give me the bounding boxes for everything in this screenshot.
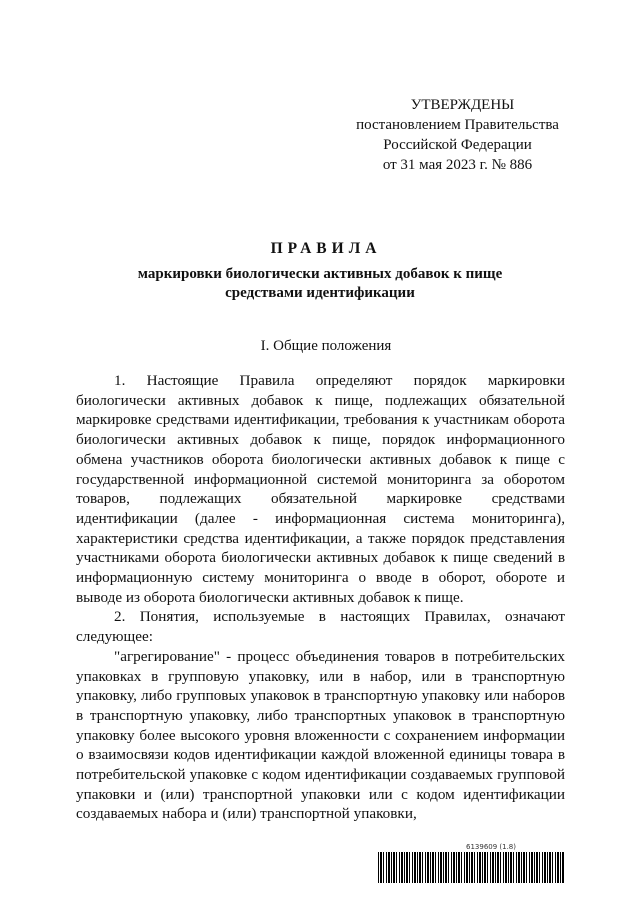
paragraph: "агрегирование" - процесс объединения товаров в потребительских упаковках в групповую упаковку, или в набор, или в транспортную упаковку, либо групповых упаковок в транспортную упаковку или наборов в транспортную упаковку, либо транспортных упаковок в транспортную упаковку более высокого уровня вложенности с сохранением информации о взаимосвязи кодов идентификации каждой вложенной единицы товара в потребительской упаковке с кодом идентификации создаваемых групповой упаковки и (или) транспортной упаковки или с кодом идентификации создаваемых набора и (или) транспортной упаковки,: [76, 647, 565, 823]
section-heading: I. Общие положения: [260, 338, 392, 354]
approval-line: постановлением Правительства: [356, 117, 559, 133]
document-subtitle: маркировки биологически активных добавок к пище средствами идентификации: [137, 266, 503, 301]
approval-date: от 31 мая 2023 г. № 886: [382, 157, 533, 173]
barcode-block: [378, 843, 564, 883]
document-title: ПРАВИЛА: [270, 240, 382, 257]
barcode-image: [378, 852, 564, 883]
paragraph: 2. Понятия, используемые в настоящих Правилах, означают следующее:: [76, 608, 565, 646]
approval-heading: УТВЕРЖДЕНЫ: [410, 97, 515, 113]
document-body: [76, 371, 565, 824]
approval-line: Российской Федерации: [383, 137, 532, 153]
barcode-number: 6139609 (1.8): [466, 843, 516, 851]
paragraph: 1. Настоящие Правила определяют порядок маркировки биологически активных добавок к пище, подлежащих обязательной маркировке средствами идентификации, требования к участникам оборота биологически активных добавок к пище, порядок информационного обмена участников оборота биологически активных добавок к пище с государственной информационной системой мониторинга за оборотом товаров, подлежащих обязательной маркировке средствами идентификации (далее - информационная система мониторинга), характеристики средства идентификации, а также порядок представления участниками оборота биологически активных добавок к пище сведений в информационную систему мониторинга о вводе в оборот, обороте и выводе из оборота биологически активных добавок к пище.: [76, 372, 565, 606]
approval-block: [350, 95, 565, 175]
